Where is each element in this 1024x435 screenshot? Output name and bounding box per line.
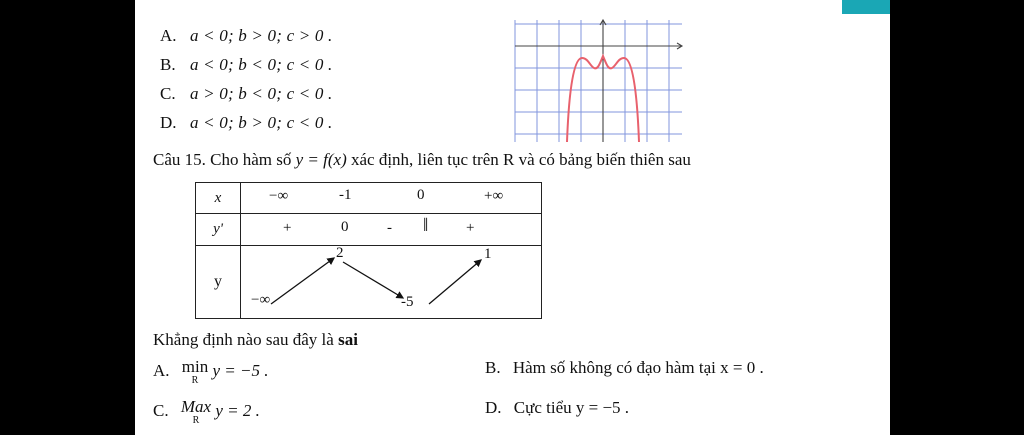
- yp-value-2: -: [387, 220, 392, 236]
- choice-text-b: a < 0; b < 0; c < 0 .: [190, 55, 333, 74]
- question-line: [153, 150, 691, 170]
- choice-text-a: a < 0; b > 0; c > 0 .: [190, 26, 333, 45]
- row-yprime-label: y': [196, 214, 241, 245]
- y-value-2: -5: [401, 294, 414, 310]
- answer-a-head: min: [181, 357, 209, 376]
- teal-accent-tab: [842, 0, 890, 14]
- axes: [515, 20, 682, 142]
- prompt-line: [153, 330, 358, 350]
- row-y-label: y: [196, 246, 241, 318]
- x-value-0: −∞: [269, 188, 289, 204]
- choice-label-b: B.: [160, 55, 176, 74]
- answer-b-label: B.: [485, 358, 501, 377]
- choice-label-c: C.: [160, 84, 176, 103]
- row-x-label: x: [196, 183, 241, 213]
- question-text-after: xác định, liên tục trên R và có bảng biến thiên sau: [350, 150, 691, 169]
- y-value-1: 2: [336, 245, 344, 261]
- row-x-values: [241, 183, 541, 213]
- x-value-2: 0: [417, 187, 425, 203]
- prompt-text: Khẳng định nào sau đây là: [153, 330, 339, 349]
- variation-table: [195, 182, 542, 319]
- prompt-bold: sai: [338, 330, 358, 349]
- question-text-before: Cho hàm số: [210, 150, 292, 169]
- row-yprime-values: [241, 214, 541, 245]
- answer-c: [153, 398, 260, 426]
- x-value-1: -1: [339, 187, 352, 203]
- x-value-3: +∞: [484, 188, 504, 204]
- list-item: [160, 55, 490, 84]
- answer-d: [485, 398, 629, 418]
- table-row: [196, 183, 541, 214]
- answer-b-text: Hàm số không có đạo hàm tại x = 0 .: [512, 358, 764, 377]
- table-row: [196, 246, 541, 318]
- yp-value-4: +: [466, 220, 475, 236]
- answer-a-subscript: R: [191, 375, 199, 386]
- yp-value-0: +: [283, 220, 292, 236]
- graph-svg: [510, 18, 685, 144]
- answer-d-text: Cực tiểu y = −5 .: [513, 398, 630, 417]
- choice-label-d: D.: [160, 113, 177, 132]
- answer-c-tail: y = 2 .: [215, 400, 260, 420]
- y-value-3: 1: [484, 246, 492, 262]
- list-item: [160, 84, 490, 113]
- row-y-values: [241, 246, 541, 318]
- question-number: Câu 15.: [153, 150, 206, 169]
- function-graph: [510, 18, 685, 144]
- top-choice-list: [160, 26, 490, 142]
- choice-text-d: a < 0; b > 0; c < 0 .: [190, 113, 333, 132]
- grid-lines: [515, 20, 682, 142]
- answer-a: [153, 358, 268, 386]
- question-function: y = f(x): [295, 150, 347, 169]
- answer-d-label: D.: [485, 398, 502, 417]
- arrows-svg: [241, 246, 541, 318]
- answer-a-tail: y = −5 .: [212, 360, 269, 380]
- list-item: [160, 26, 490, 55]
- list-item: [160, 113, 490, 142]
- answer-c-head: Max: [180, 397, 212, 416]
- document-sheet: [135, 0, 890, 435]
- answer-a-label: A.: [153, 360, 170, 380]
- answer-a-stacked: [182, 358, 208, 386]
- table-row: [196, 214, 541, 246]
- choice-text-c: a > 0; b < 0; c < 0 .: [190, 84, 333, 103]
- yp-value-1: 0: [341, 219, 349, 235]
- answer-c-stacked: [181, 398, 211, 426]
- answer-b: [485, 358, 764, 378]
- choice-label-a: A.: [160, 26, 177, 45]
- answer-c-subscript: R: [192, 415, 200, 426]
- yp-value-3: ‖: [423, 215, 429, 236]
- y-value-0: −∞: [251, 292, 271, 308]
- answer-c-label: C.: [153, 400, 169, 420]
